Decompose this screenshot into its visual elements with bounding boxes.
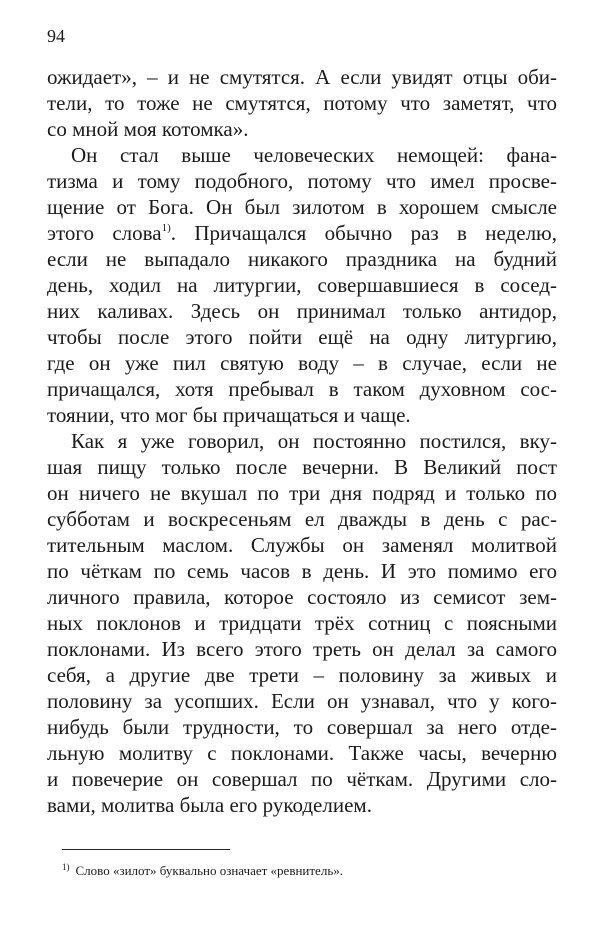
text-line: по чёткам по семь часов в день. И это помимо его: [47, 559, 557, 583]
page-number: 94: [47, 26, 65, 46]
footnote-marker: 1): [62, 862, 70, 872]
text-line: ожидает», – и не смутятся. А если увидят отцы оби-: [47, 65, 557, 89]
text-line: личного правила, которое состояло из семисот зем-: [47, 585, 557, 609]
text-line: тительным маслом. Службы он заменял молитвой: [47, 533, 557, 557]
paragraph: [47, 142, 557, 428]
text-line: субботам и воскресеньям ел дважды в день с рас-: [47, 507, 557, 531]
text-line: тоянии, что мог бы причащаться и чаще.: [47, 403, 411, 427]
text-line: шая пищу только после вечерни. В Великий пост: [47, 455, 557, 479]
text-line: Он стал выше человеческих немощей: фана-: [71, 143, 557, 167]
text-line: тизма и тому подобного, потому что имел просве-: [47, 169, 557, 193]
text-line: причащался, хотя пребывал в таком духовном сос-: [47, 377, 557, 401]
text-line: себя, а другие две трети – половину за живых и: [47, 663, 557, 687]
text-line: половину за усопших. Если он узнавал, что у кого-: [47, 689, 557, 713]
footnote-text: Слово «зилот» буквально означает «ревнитель».: [75, 863, 343, 878]
text-line: если не выпадало никакого праздника на будний: [47, 247, 557, 271]
text-line: вами, молитва была его рукоделием.: [47, 793, 372, 817]
text-line: тели, то тоже не смутятся, потому что заметят, что: [47, 91, 557, 115]
text-line: день, ходил на литургии, совершавшиеся в сосед-: [47, 273, 557, 297]
text-line: где он уже пил святую воду – в случае, если не: [47, 351, 557, 375]
text-line: со мной моя котомка».: [47, 117, 249, 141]
text-line: ных поклонов и тридцати трёх сотниц с поясными: [47, 611, 557, 635]
text-line: Как я уже говорил, он постоянно постился, вку-: [71, 429, 557, 453]
paragraph: [47, 64, 557, 142]
text-line: чтобы после этого пойти ещё на одну литургию,: [47, 325, 557, 349]
text-line: этого слова$^{1)}$. Причащался обычно раз в неделю,: [47, 221, 557, 245]
footnote: [62, 863, 343, 879]
footnote-divider: [62, 849, 230, 850]
paragraph: [47, 428, 557, 818]
body-text: [47, 64, 557, 818]
text-line: нибудь были трудности, то совершал за него отде-: [47, 715, 557, 739]
text-line: и повечерие он совершал по чёткам. Другими сло-: [47, 767, 557, 791]
text-line: он ничего не вкушал по три дня подряд и только по: [47, 481, 557, 505]
text-line: льную молитву с поклонами. Также часы, вечерню: [47, 741, 557, 765]
text-line: щение от Бога. Он был зилотом в хорошем смысле: [47, 195, 557, 219]
footnote-reference: 1): [161, 222, 171, 234]
text-line: поклонами. Из всего этого треть он делал за самого: [47, 637, 557, 661]
text-line: них каливах. Здесь он принимал только антидор,: [47, 299, 557, 323]
